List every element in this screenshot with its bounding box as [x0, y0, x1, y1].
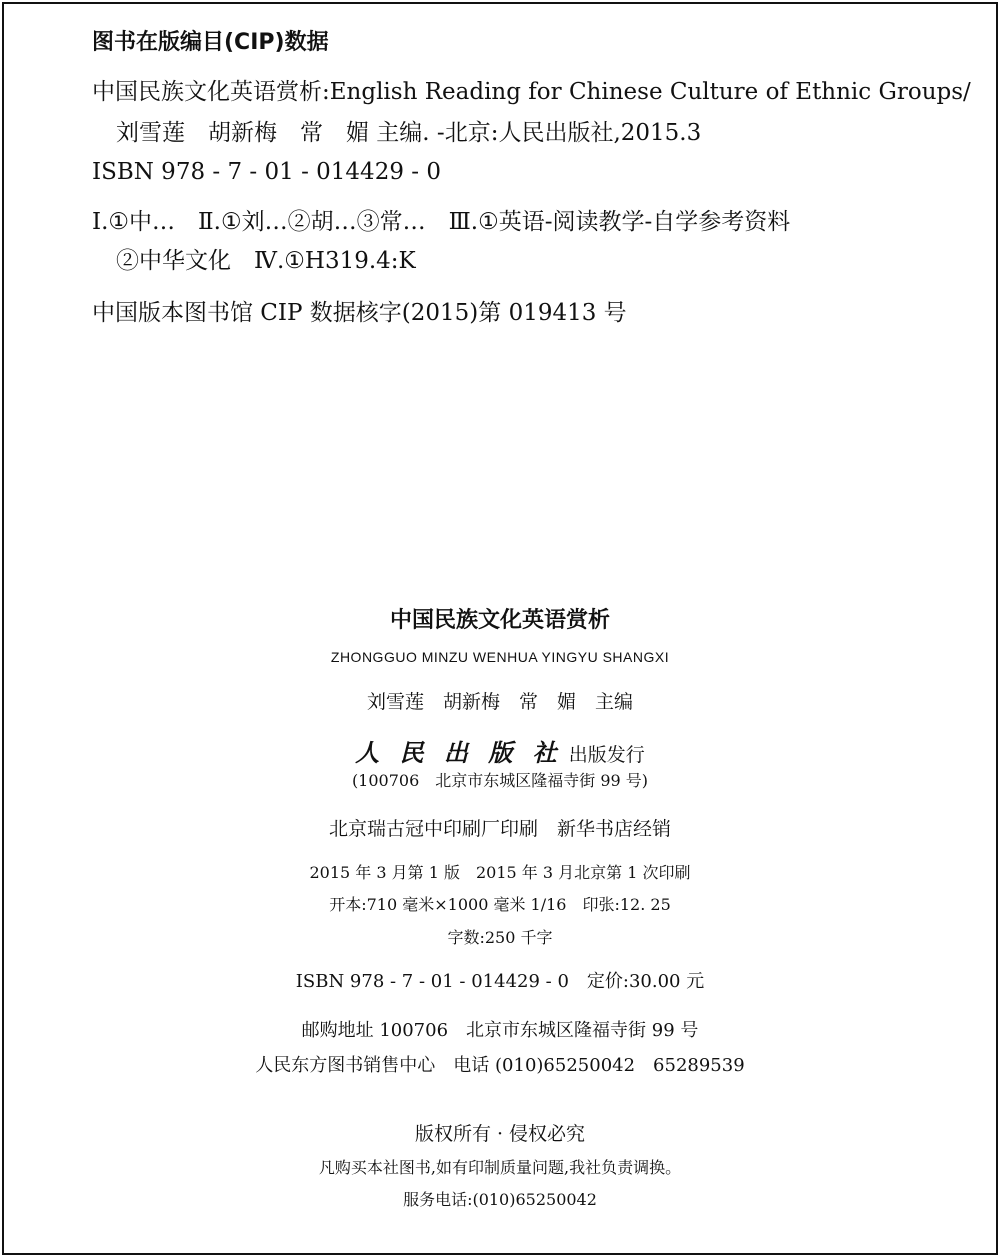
cip-data-number: 中国版本图书馆 CIP 数据核字(2015)第 019413 号: [92, 300, 627, 326]
publisher-name: 人 民 出 版 社: [355, 738, 563, 767]
word-count: 字数:250 千字: [447, 928, 553, 947]
publisher-address: (100706 北京市东城区隆福寺街 99 号): [351, 771, 649, 790]
book-title: 中国民族文化英语赏析: [389, 608, 610, 633]
cip-authors-line: 刘雪莲 胡新梅 常 媚 主编. -北京:人民出版社,2015.3: [116, 120, 702, 146]
edition-info: 2015 年 3 月第 1 版 2015 年 3 月北京第 1 次印刷: [309, 863, 691, 882]
editors: 刘雪莲 胡新梅 常 媚 主编: [366, 691, 633, 713]
cip-header: 图书在版编目(CIP)数据: [92, 30, 329, 55]
pinyin-title: ZHONGGUO MINZU WENHUA YINGYU SHANGXI: [330, 649, 670, 665]
cip-isbn: ISBN 978 - 7 - 01 - 014429 - 0: [92, 159, 441, 185]
isbn-price: ISBN 978 - 7 - 01 - 014429 - 0 定价:30.00 元: [295, 971, 705, 992]
quality-notice: 凡购买本社图书,如有印制质量问题,我社负责调换。: [318, 1158, 682, 1177]
cip-classification-line-1: Ⅰ.①中… Ⅱ.①刘…②胡…③常… Ⅲ.①英语-阅读教学-自学参考资料: [92, 209, 791, 235]
printer-distributor: 北京瑞古冠中印刷厂印刷 新华书店经销: [328, 818, 671, 840]
mail-address: 邮购地址 100706 北京市东城区隆福寺街 99 号: [301, 1020, 699, 1041]
cip-title-line: 中国民族文化英语赏析:English Reading for Chinese Culture of Ethnic Groups/: [92, 79, 971, 105]
publisher-line: [4, 739, 996, 767]
publisher-action: 出版发行: [568, 744, 645, 766]
sales-center: 人民东方图书销售中心 电话 (010)65250042 65289539: [255, 1055, 745, 1076]
format-info: 开本:710 毫米×1000 毫米 1/16 印张:12. 25: [329, 895, 671, 914]
service-phone: 服务电话:(010)65250042: [403, 1190, 597, 1209]
copyright-notice: 版权所有 · 侵权必究: [414, 1123, 586, 1145]
cip-classification-line-2: ②中华文化 Ⅳ.①H319.4:K: [116, 248, 416, 274]
copyright-page: [2, 2, 998, 1255]
